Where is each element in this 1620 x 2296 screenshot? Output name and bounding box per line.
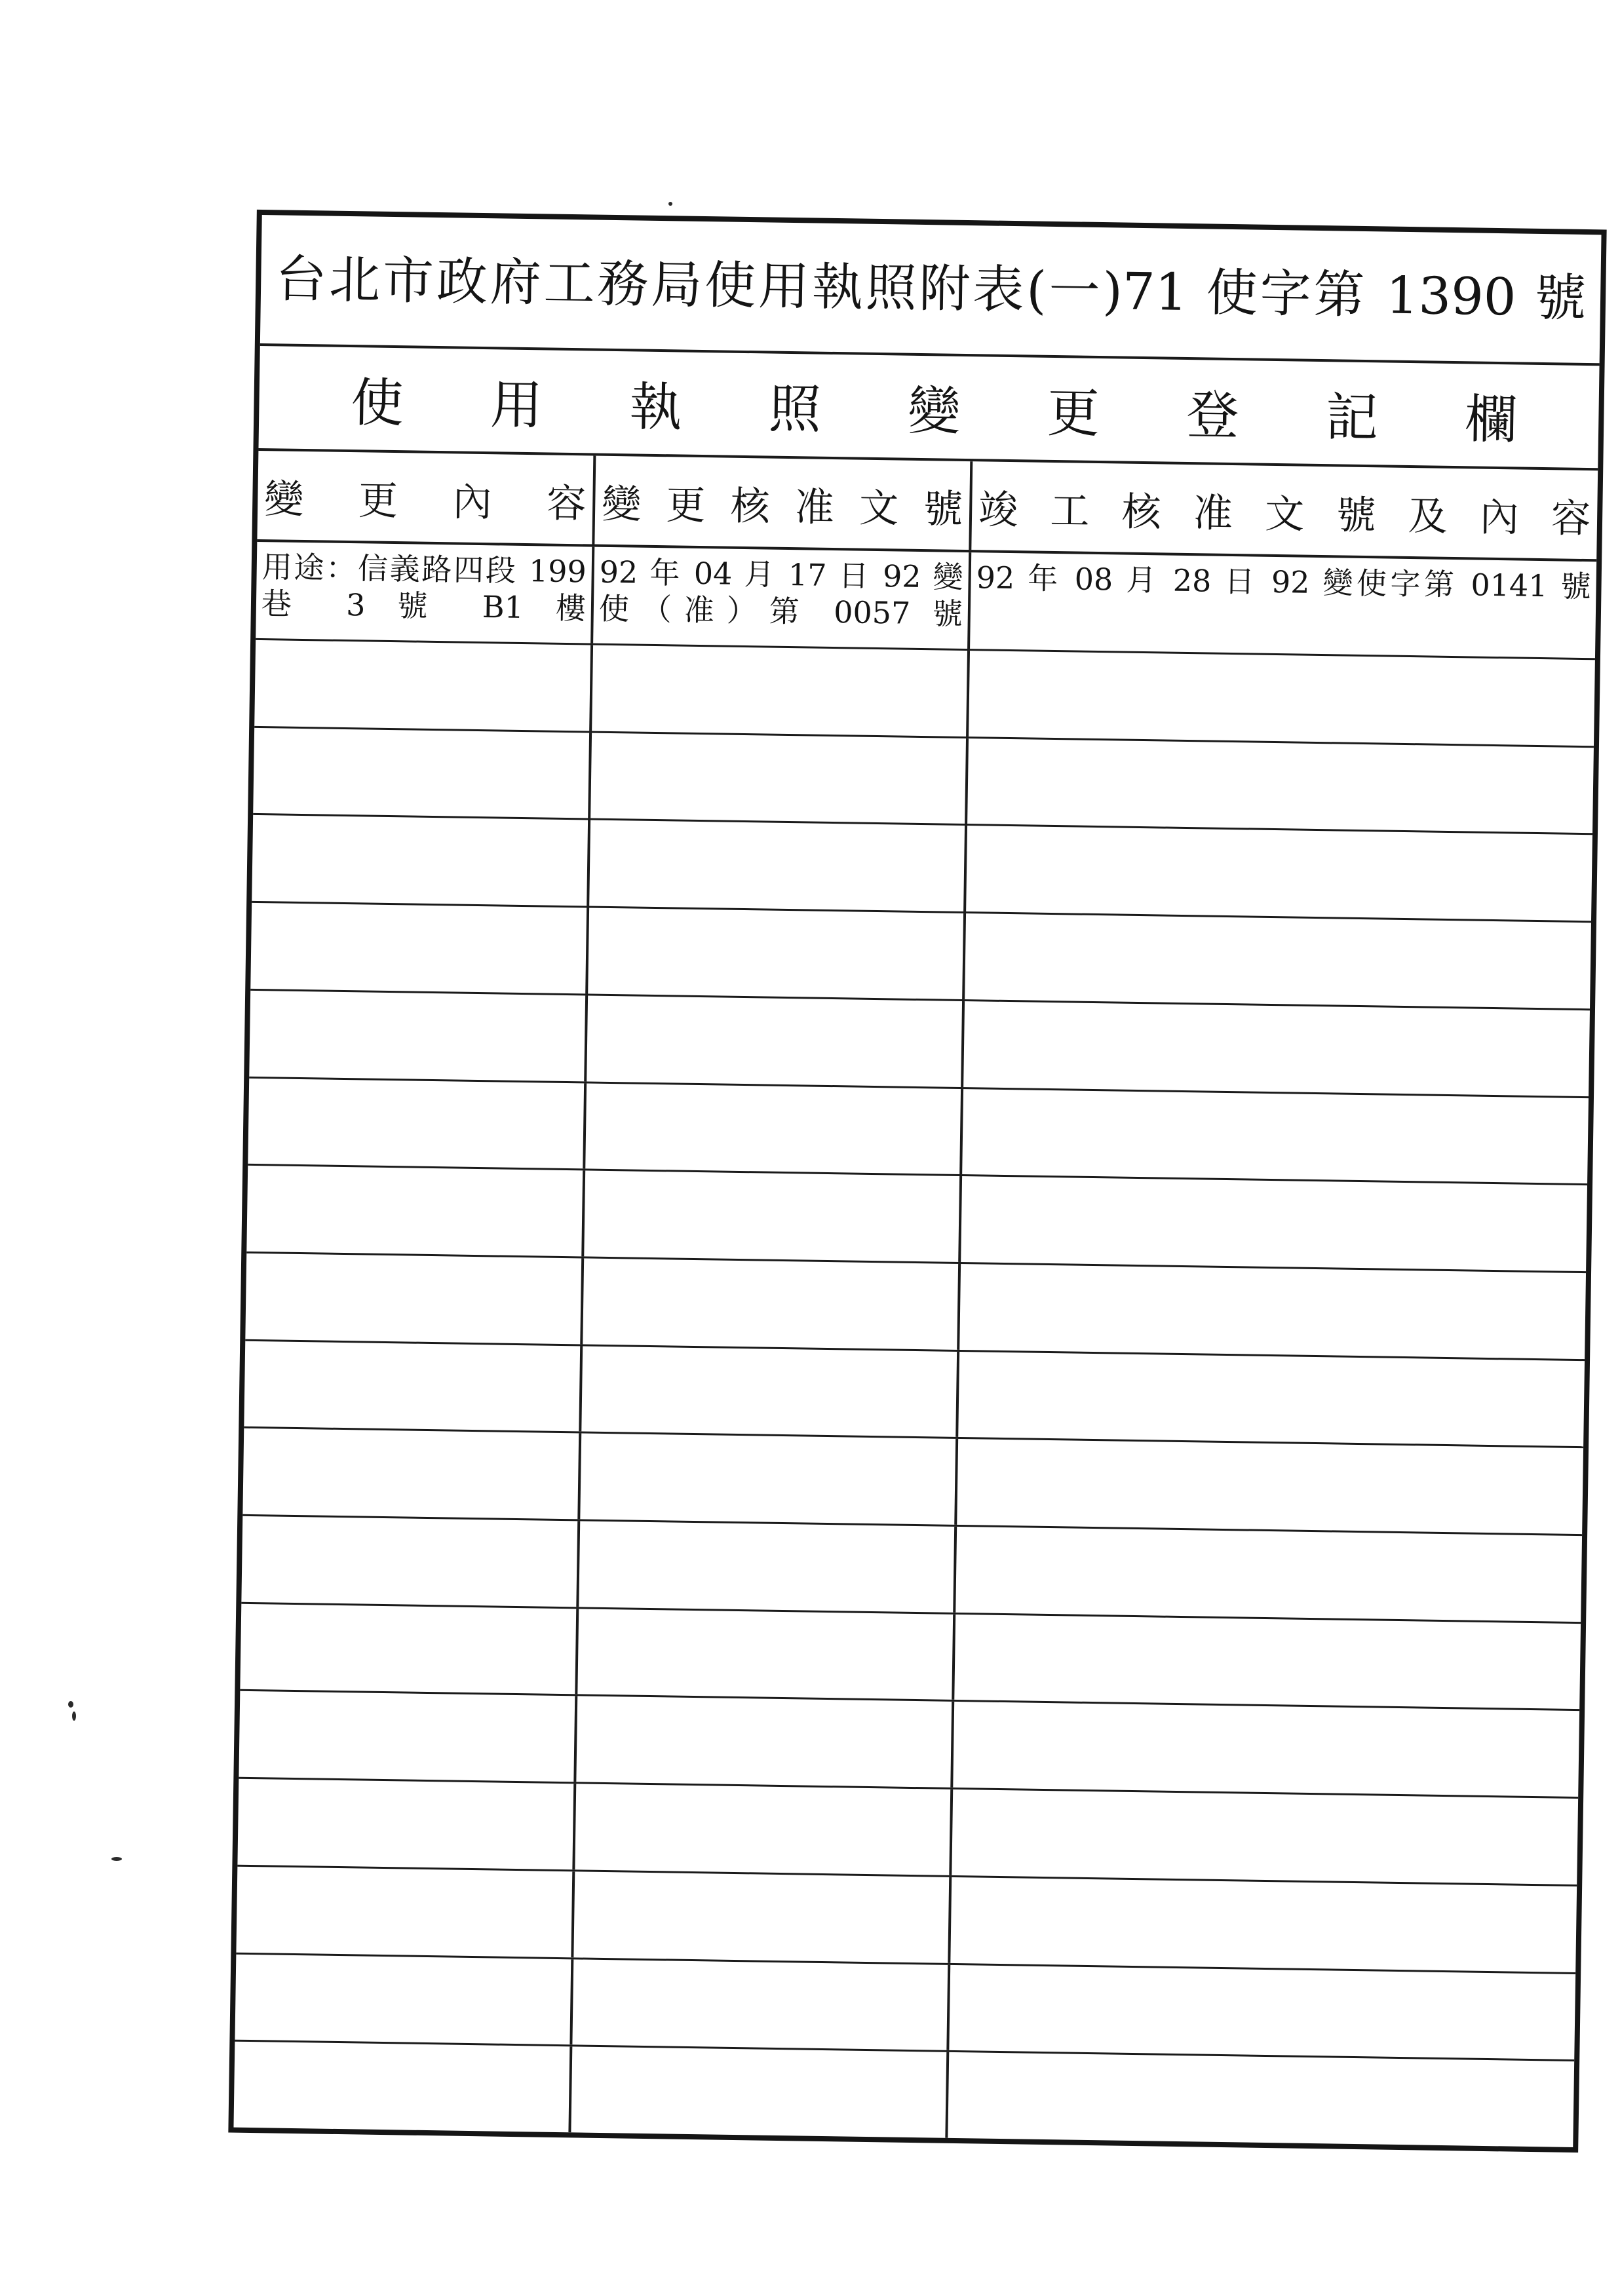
cell-completion-approval: [970, 552, 1596, 658]
cell-completion-approval: [952, 1789, 1578, 1885]
cell-change-approval-no: [592, 645, 970, 737]
column-header-completion-approval: [971, 461, 1598, 559]
cell-change-approval-no: [572, 1959, 950, 2050]
cell-change-approval-no: [593, 547, 971, 649]
scan-speck: [72, 1712, 76, 1721]
section-heading: 使 用 執 照 變 更 登 記 欄: [350, 372, 1518, 451]
scan-speck: [68, 1701, 73, 1708]
title-row: [260, 215, 1602, 366]
cell-change-approval-no: [573, 1871, 952, 1962]
cell-change-approval-no: [585, 1083, 963, 1174]
section-heading-row: [258, 346, 1599, 470]
cell-change-content: [254, 640, 593, 731]
cell-change-content: [250, 903, 589, 993]
cell-change-content: [249, 991, 588, 1081]
cell-change-approval-no: [583, 1258, 961, 1349]
table-row: [256, 542, 1596, 660]
cell-change-content: [246, 1166, 585, 1256]
cell-change-content: [256, 542, 594, 643]
cell-change-content: [244, 1341, 583, 1431]
cell-completion-approval: [963, 1001, 1590, 1096]
cell-completion-approval: [953, 1702, 1579, 1797]
cell-text-line: 92 年 08 月 28 日 92 變使字第 0141 號: [976, 560, 1591, 605]
cell-change-content: [248, 1078, 587, 1168]
cell-text-line: 使（准）第 0057 號: [598, 590, 963, 632]
cell-change-content: [245, 1253, 584, 1344]
cell-change-content: [236, 1867, 575, 1957]
cell-completion-approval: [967, 738, 1594, 833]
cell-completion-approval: [957, 1439, 1583, 1534]
cell-change-approval-no: [576, 1696, 954, 1788]
cell-completion-approval: [959, 1264, 1586, 1359]
cell-completion-approval: [966, 826, 1592, 921]
cell-completion-approval: [954, 1615, 1581, 1710]
cell-text-line: 92 年 04 月 17 日 92 變: [599, 554, 964, 595]
cell-change-content: [240, 1604, 579, 1694]
cell-change-content: [237, 1779, 576, 1869]
cell-completion-approval: [958, 1352, 1585, 1447]
column-header-change-approval-no: [594, 456, 973, 550]
cell-completion-approval: [949, 1964, 1575, 2059]
column-header-label: 變更核准文號: [601, 481, 963, 533]
cell-completion-approval: [969, 651, 1595, 746]
cell-change-approval-no: [590, 733, 969, 824]
cell-change-approval-no: [577, 1609, 955, 1700]
cell-completion-approval: [965, 913, 1591, 1008]
cell-change-approval-no: [580, 1434, 958, 1525]
column-header-label: 竣工核准文號及內容: [978, 486, 1591, 542]
cell-change-approval-no: [571, 2047, 949, 2138]
column-header-label: 變 更 內 容: [263, 476, 587, 527]
cell-change-content: [235, 1954, 573, 2044]
cell-change-approval-no: [588, 908, 966, 999]
cell-change-content: [242, 1428, 581, 1519]
cell-change-content: [233, 2042, 572, 2132]
cell-change-approval-no: [584, 1171, 962, 1262]
document-title: 台北市政府工務局使用執照附表(一)71 使字第 1390 號: [275, 250, 1587, 328]
cell-change-approval-no: [579, 1521, 957, 1612]
scan-speck: [111, 1857, 122, 1861]
blank-rows-area: [233, 640, 1594, 2147]
scan-speck: [668, 202, 672, 206]
cell-change-content: [241, 1516, 580, 1607]
column-header-change-content: [257, 451, 596, 545]
cell-completion-approval: [948, 2052, 1574, 2147]
cell-change-approval-no: [581, 1346, 959, 1437]
cell-change-approval-no: [589, 820, 967, 911]
cell-completion-approval: [961, 1176, 1587, 1271]
cell-text-line: 用途：信義路四段 199: [261, 549, 587, 590]
cell-change-approval-no: [575, 1784, 953, 1875]
cell-change-content: [239, 1691, 577, 1782]
cell-change-approval-no: [587, 995, 965, 1086]
cell-text-line: 巷 3 號 B1 樓: [261, 586, 587, 626]
cell-completion-approval: [962, 1089, 1589, 1184]
cell-change-content: [253, 728, 592, 818]
use-permit-annex-table: [228, 210, 1606, 2152]
cell-completion-approval: [955, 1527, 1582, 1622]
cell-change-content: [252, 815, 590, 906]
cell-completion-approval: [950, 1877, 1577, 1972]
